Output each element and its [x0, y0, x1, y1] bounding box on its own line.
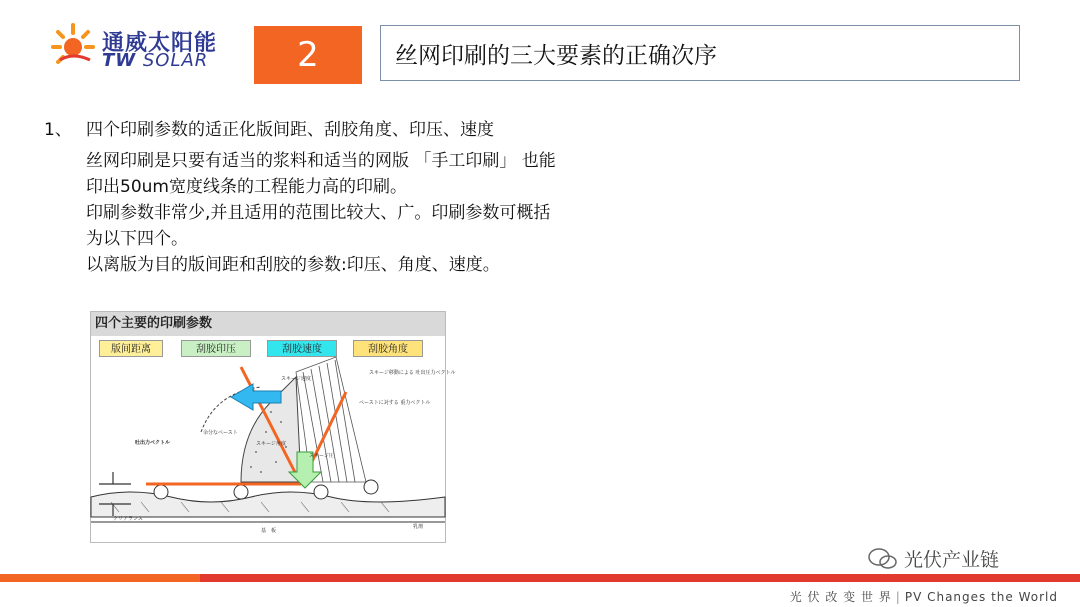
logo-chinese-text: 通威太阳能 — [102, 31, 218, 56]
footer-separator: | — [895, 590, 901, 604]
label-discharge: 吐出力ベクトル — [135, 440, 171, 446]
footer-bar-red — [200, 574, 1080, 582]
slide-title-text: 丝网印刷的三大要素的正确次序 — [395, 42, 717, 69]
list-item-index: 1、 — [44, 120, 72, 140]
body-line: 印刷参数非常少,并且适用的范围比较大、广。印刷参数可概括 — [86, 203, 551, 223]
label-squeegee-speed: スキージ速度 — [281, 376, 311, 382]
label-squeegee-pressure: スキージ圧 — [309, 453, 334, 459]
label-paste-gravity: ペーストに対する 重力ベクトル — [359, 400, 431, 406]
tag-squeegee-speed: 刮胶速度 — [267, 340, 337, 357]
label-emulsion: 乳剤 — [413, 524, 424, 530]
watermark-text: 光伏产业链 — [904, 549, 1000, 571]
watermark — [868, 545, 999, 572]
figure-title: 四个主要的印刷参数 — [91, 312, 445, 336]
label-substrate: 基 板 — [261, 528, 277, 534]
footer-slogan-cn: 光 伏 改 变 世 界 — [789, 590, 892, 604]
label-squeegee-angle: スキージ角度 — [256, 441, 286, 447]
body-paragraph — [86, 148, 556, 278]
slide-title — [380, 25, 1020, 81]
body-line: 丝网印刷是只要有适当的浆料和适当的网版 「手工印刷」 也能 — [86, 151, 556, 171]
tag-gap-distance: 版间距离 — [99, 340, 163, 357]
list-item-heading-text: 四个印刷参数的适正化版间距、刮胶角度、印压、速度 — [86, 120, 494, 140]
footer-slogan-en: PV Changes the World — [904, 590, 1058, 604]
tag-squeegee-pressure: 刮胶印压 — [181, 340, 251, 357]
company-logo — [50, 22, 230, 74]
label-clearance: クリアランス — [113, 516, 143, 522]
list-item-heading — [44, 115, 494, 140]
footer-bar-orange — [0, 574, 200, 582]
tag-squeegee-angle: 刮胶角度 — [353, 340, 423, 357]
wechat-icon — [868, 548, 898, 570]
screen-printing-diagram — [91, 312, 456, 542]
footer-slogan — [790, 588, 1058, 605]
printing-parameters-figure — [90, 311, 456, 543]
label-extra-paste: 余分なペースト — [203, 430, 238, 436]
sun-logo-icon — [50, 22, 96, 68]
label-paste-move: スキージ移動による 吐出圧力ベクトル — [369, 370, 456, 376]
logo-english-text: TW SOLAR — [102, 50, 209, 71]
slide-number-box: 2 — [254, 26, 362, 84]
body-line: 印出50um宽度线条的工程能力高的印刷。 — [86, 177, 407, 197]
body-line: 为以下四个。 — [86, 229, 188, 249]
body-line: 以离版为目的版间距和刮胶的参数:印压、角度、速度。 — [86, 255, 500, 275]
